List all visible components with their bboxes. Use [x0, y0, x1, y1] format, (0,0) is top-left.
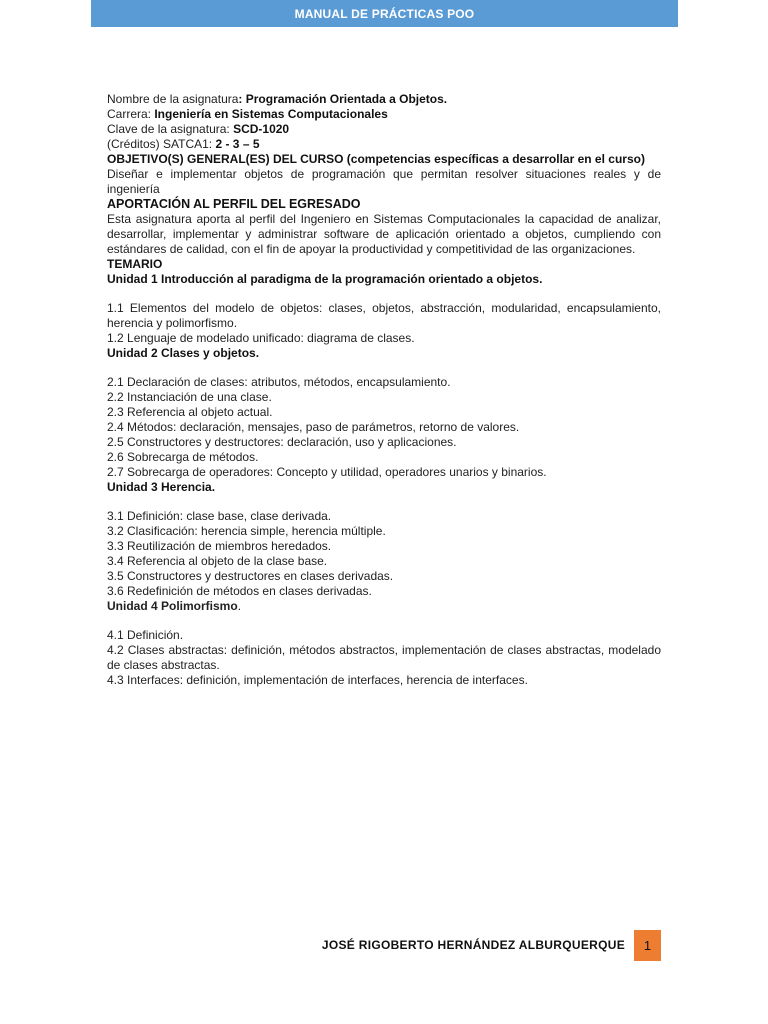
header-bar — [91, 0, 678, 27]
asignatura-field — [107, 92, 661, 107]
clave-label: Clave de la asignatura: — [107, 122, 234, 136]
topic-item: 3.5 Constructores y destructores en clases derivadas. — [107, 569, 394, 583]
topic-item: 2.6 Sobrecarga de métodos. — [107, 450, 259, 464]
topic-item: 4.2 Clases abstractas: definición, métodos abstractos, implementación de clases abstractas, modelado de clases abstractas. — [107, 643, 661, 672]
topic-item: 1.2 Lenguaje de modelado unificado: diagrama de clases. — [107, 331, 415, 345]
topic-item: 2.5 Constructores y destructores: declaración, uso y aplicaciones. — [107, 435, 457, 449]
topic-item: 3.6 Redefinición de métodos en clases derivadas. — [107, 584, 372, 598]
asignatura-value: : Programación Orientada a Objetos. — [238, 92, 448, 106]
unit-4-title-suffix: . — [237, 599, 242, 613]
topic-item: 3.3 Reutilización de miembros heredados. — [107, 539, 332, 553]
unit-3-title: Unidad 3 Herencia. — [107, 480, 216, 494]
unit-4-title: Unidad 4 Polimorfismo — [107, 599, 238, 613]
aportacion-text: Esta asignatura aporta al perfil del Ingeniero en Sistemas Computacionales la capacidad de analizar, desarrollar, implementar y administrar software de aplicación orientado a objetos, cumpliendo con estándares de calidad, con el fin de apoyar la productividad y competitividad de las organizaciones. — [107, 212, 661, 256]
unit-4-title-line — [107, 599, 661, 614]
satca-value: 2 - 3 – 5 — [215, 137, 260, 151]
unit-1-topics — [107, 301, 661, 346]
page-number: 1 — [643, 938, 652, 953]
topic-item: 2.1 Declaración de clases: atributos, métodos, encapsulamiento. — [107, 375, 451, 389]
topic-item: 3.4 Referencia al objeto de la clase base. — [107, 554, 328, 568]
unit-4-topics — [107, 628, 661, 688]
page-number-box — [634, 930, 661, 961]
satca-field — [107, 137, 661, 152]
carrera-value: Ingeniería en Sistemas Computacionales — [154, 107, 388, 121]
topic-item: 1.1 Elementos del modelo de objetos: clases, objetos, abstracción, modularidad, encapsulamiento, herencia y polimorfismo. — [107, 301, 661, 330]
topic-item: 2.2 Instanciación de una clase. — [107, 390, 272, 404]
aportacion-heading: APORTACIÓN AL PERFIL DEL EGRESADO — [107, 197, 361, 211]
objetivo-text: Diseñar e implementar objetos de programación que permitan resolver situaciones reales y de ingeniería — [107, 167, 661, 196]
carrera-label: Carrera: — [107, 107, 155, 121]
unit-3-topics — [107, 509, 661, 599]
unit-2-title: Unidad 2 Clases y objetos. — [107, 346, 260, 360]
topic-item: 2.3 Referencia al objeto actual. — [107, 405, 273, 419]
unit-1-title: Unidad 1 Introducción al paradigma de la programación orientado a objetos. — [107, 272, 543, 286]
topic-item: 3.2 Clasificación: herencia simple, herencia múltiple. — [107, 524, 386, 538]
topic-item: 2.7 Sobrecarga de operadores: Concepto y utilidad, operadores unarios y binarios. — [107, 465, 547, 479]
topic-item: 4.3 Interfaces: definición, implementación de interfaces, herencia de interfaces. — [107, 673, 528, 687]
asignatura-label: Nombre de la asignatura — [107, 92, 239, 106]
document-title: MANUAL DE PRÁCTICAS POO — [294, 6, 475, 21]
satca-label: (Créditos) SATCA1: — [107, 137, 216, 151]
temario-heading: TEMARIO — [107, 257, 163, 271]
topic-item: 3.1 Definición: clase base, clase derivada. — [107, 509, 332, 523]
objetivo-heading: OBJETIVO(S) GENERAL(ES) DEL CURSO (competencias específicas a desarrollar en el curso) — [107, 152, 645, 166]
unit-2-topics — [107, 375, 661, 480]
clave-value: SCD-1020 — [233, 122, 290, 136]
clave-field — [107, 122, 661, 137]
carrera-field — [107, 107, 661, 122]
page-content — [107, 92, 661, 688]
topic-item: 2.4 Métodos: declaración, mensajes, paso de parámetros, retorno de valores. — [107, 420, 520, 434]
topic-item: 4.1 Definición. — [107, 628, 184, 642]
footer-author: JOSÉ RIGOBERTO HERNÁNDEZ ALBURQUERQUE — [321, 938, 625, 952]
